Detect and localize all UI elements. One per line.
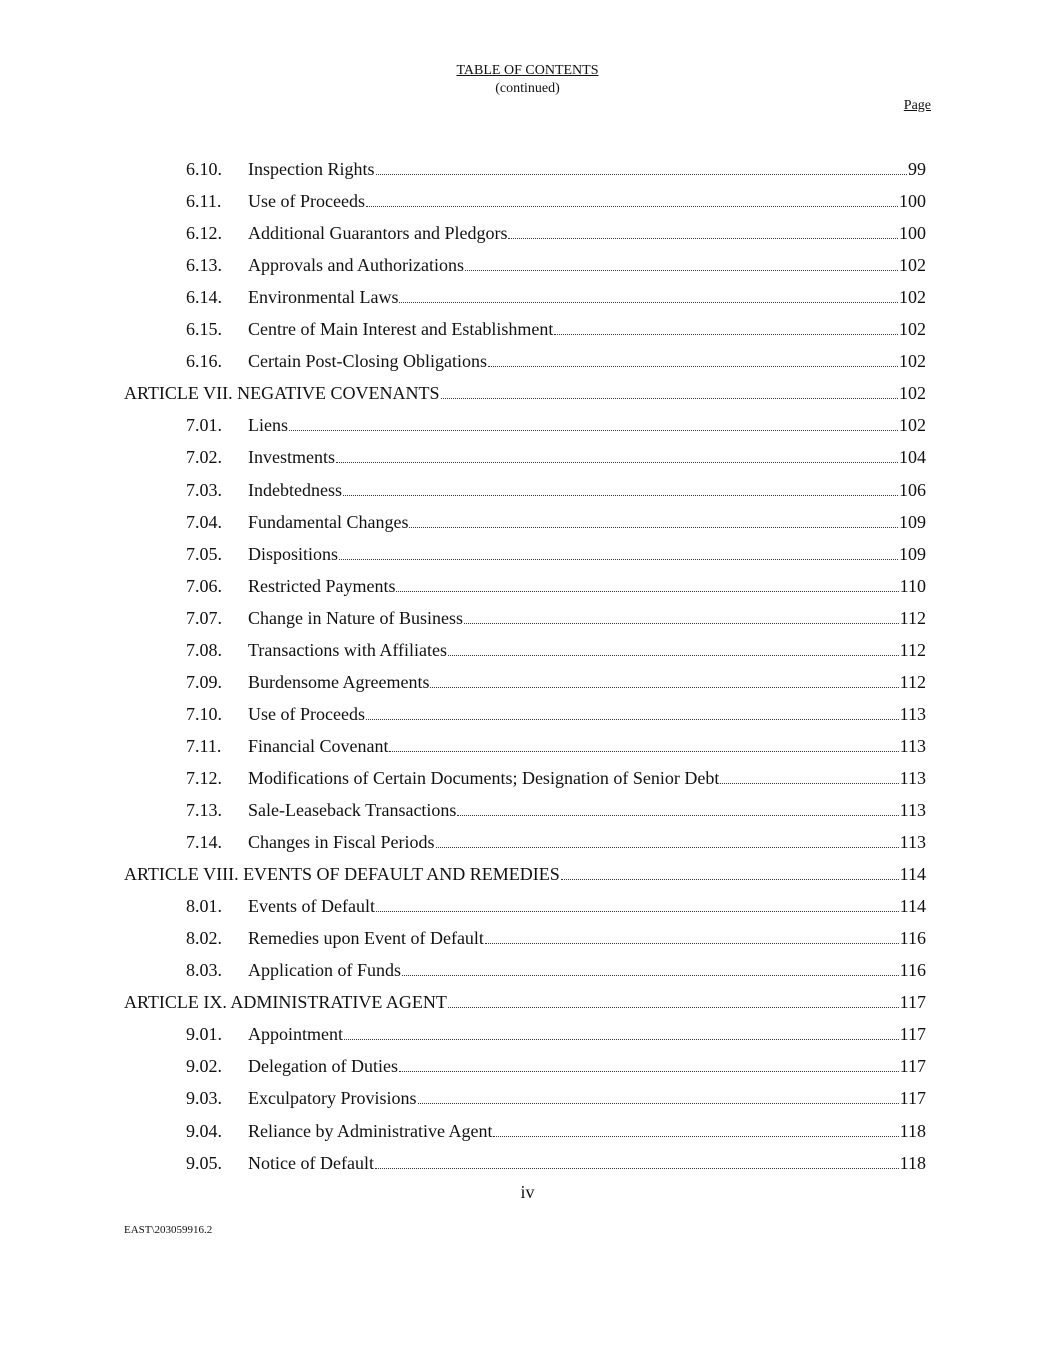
entry-title: Notice of Default — [248, 1152, 374, 1173]
entry-title: ARTICLE VII. NEGATIVE COVENANTS — [124, 383, 440, 404]
entry-page-number: 114 — [899, 896, 926, 917]
entry-title: Changes in Fiscal Periods — [248, 832, 435, 853]
toc-section-entry[interactable] — [124, 312, 926, 340]
dot-leader — [336, 461, 898, 463]
toc-section-entry[interactable] — [124, 280, 926, 308]
entry-page-number: 102 — [899, 255, 926, 276]
dot-leader — [375, 1167, 899, 1169]
entry-title: Delegation of Duties — [248, 1056, 398, 1077]
section-number: 9.03. — [186, 1088, 222, 1109]
page-number: iv — [520, 1182, 535, 1202]
entry-title: Change in Nature of Business — [248, 607, 463, 628]
toc-section-entry[interactable] — [124, 1081, 926, 1109]
entry-title: Environmental Laws — [248, 287, 399, 308]
entry-page-number: 112 — [899, 607, 926, 628]
toc-section-entry[interactable] — [124, 1114, 926, 1142]
section-number: 7.02. — [186, 447, 222, 468]
toc-section-entry[interactable] — [124, 248, 926, 276]
toc-section-entry[interactable] — [124, 793, 926, 821]
entry-page-number: 117 — [899, 992, 926, 1013]
section-number: 7.09. — [186, 671, 222, 692]
entry-page-number: 113 — [899, 832, 926, 853]
entry-title: Inspection Rights — [248, 159, 375, 179]
dot-leader — [366, 718, 899, 720]
toc-section-entry[interactable] — [124, 505, 926, 533]
section-number: 7.05. — [186, 543, 222, 564]
table-of-contents — [0, 150, 1055, 1180]
section-number: 7.01. — [186, 415, 222, 436]
toc-section-entry[interactable] — [124, 665, 926, 693]
section-number: 6.14. — [186, 287, 222, 308]
section-number: 7.03. — [186, 479, 222, 500]
document-id: EAST\203059916.2 — [124, 1224, 213, 1236]
toc-section-entry[interactable] — [124, 344, 926, 372]
toc-section-entry[interactable] — [124, 953, 926, 981]
section-number: 7.04. — [186, 511, 222, 532]
entry-title: Exculpatory Provisions — [248, 1088, 417, 1109]
dot-leader — [339, 558, 898, 560]
dot-leader — [396, 590, 898, 592]
toc-section-entry[interactable] — [124, 152, 926, 180]
toc-section-entry[interactable] — [124, 216, 926, 244]
section-number: 6.10. — [186, 159, 222, 179]
entry-page-number: 102 — [899, 287, 926, 308]
entry-title: Liens — [248, 415, 288, 436]
entry-page-number: 102 — [899, 351, 926, 372]
dot-leader — [441, 397, 898, 399]
entry-page-number: 113 — [899, 800, 926, 820]
entry-title: ARTICLE VIII. EVENTS OF DEFAULT AND REMEDIES — [124, 864, 560, 885]
toc-header — [0, 62, 1055, 98]
entry-title: Indebtedness — [248, 479, 342, 500]
toc-section-entry[interactable] — [124, 1017, 926, 1045]
toc-section-entry[interactable] — [124, 825, 926, 853]
section-number: 7.08. — [186, 639, 222, 660]
section-number: 7.13. — [186, 800, 222, 820]
entry-page-number: 102 — [899, 383, 926, 404]
dot-leader — [485, 942, 899, 944]
entry-page-number: 116 — [899, 928, 926, 949]
toc-section-entry[interactable] — [124, 921, 926, 949]
entry-page-number: 102 — [899, 319, 926, 340]
toc-section-entry[interactable] — [124, 537, 926, 565]
toc-section-entry[interactable] — [124, 729, 926, 757]
entry-page-number: 100 — [899, 191, 926, 212]
dot-leader — [508, 237, 898, 239]
entry-page-number: 112 — [899, 671, 926, 692]
entry-page-number: 110 — [899, 575, 926, 596]
entry-title: Appointment — [248, 1024, 343, 1045]
entry-title: Centre of Main Interest and Establishment — [248, 319, 554, 340]
entry-title: Burdensome Agreements — [248, 671, 430, 692]
section-number: 9.04. — [186, 1120, 222, 1141]
entry-title: Approvals and Authorizations — [248, 255, 464, 276]
dot-leader — [448, 1006, 899, 1008]
section-number: 7.06. — [186, 575, 222, 596]
toc-section-entry[interactable] — [124, 761, 926, 789]
entry-title: Investments — [248, 447, 335, 468]
dot-leader — [376, 910, 899, 912]
entry-title: Sale-Leaseback Transactions — [248, 800, 457, 820]
toc-section-entry[interactable] — [124, 633, 926, 661]
entry-page-number: 117 — [899, 1024, 926, 1045]
entry-page-number: 99 — [908, 159, 926, 179]
dot-leader — [366, 205, 898, 207]
toc-section-entry[interactable] — [124, 697, 926, 725]
toc-article-entry[interactable] — [124, 857, 926, 885]
entry-title: Modifications of Certain Documents; Designation of Senior Debt — [248, 767, 720, 788]
toc-section-entry[interactable] — [124, 184, 926, 212]
entry-page-number: 104 — [899, 447, 926, 468]
entry-page-number: 117 — [899, 1056, 926, 1077]
section-number: 6.15. — [186, 319, 222, 340]
section-number: 8.03. — [186, 960, 222, 981]
entry-page-number: 113 — [899, 703, 926, 724]
toc-section-entry[interactable] — [124, 440, 926, 468]
entry-title: Fundamental Changes — [248, 511, 409, 532]
entry-title: ARTICLE IX. ADMINISTRATIVE AGENT — [124, 992, 447, 1013]
entry-page-number: 100 — [899, 223, 926, 244]
entry-title: Dispositions — [248, 543, 339, 564]
page-title: TABLE OF CONTENTS — [456, 63, 599, 78]
entry-page-number: 118 — [899, 1120, 926, 1141]
entry-title: Use of Proceeds — [248, 191, 365, 212]
page-subtitle: (continued) — [495, 81, 560, 96]
entry-title: Additional Guarantors and Pledgors — [248, 223, 508, 244]
section-number: 9.01. — [186, 1024, 222, 1045]
section-number: 8.02. — [186, 928, 222, 949]
toc-section-entry[interactable] — [124, 1049, 926, 1077]
section-number: 7.11. — [186, 735, 222, 756]
entry-title: Reliance by Administrative Agent — [248, 1120, 493, 1141]
dot-leader — [389, 750, 898, 752]
dot-leader — [465, 269, 898, 271]
dot-leader — [436, 846, 899, 848]
entry-title: Use of Proceeds — [248, 703, 365, 724]
entry-page-number: 116 — [899, 960, 926, 981]
section-number: 7.14. — [186, 832, 222, 853]
section-number: 7.12. — [186, 767, 222, 788]
section-number: 7.10. — [186, 703, 222, 724]
entry-title: Events of Default — [248, 896, 375, 917]
dot-leader — [343, 494, 898, 496]
entry-page-number: 117 — [899, 1088, 926, 1109]
entry-page-number: 113 — [899, 767, 926, 788]
entry-page-number: 112 — [899, 639, 926, 660]
section-number: 7.07. — [186, 607, 222, 628]
section-number: 6.13. — [186, 255, 222, 276]
section-number: 8.01. — [186, 896, 222, 917]
toc-article-entry[interactable] — [124, 376, 926, 404]
entry-page-number: 113 — [899, 735, 926, 756]
toc-section-entry[interactable] — [124, 569, 926, 597]
entry-page-number: 102 — [899, 415, 926, 436]
dot-leader — [399, 301, 898, 303]
toc-article-entry[interactable] — [124, 985, 926, 1013]
dot-leader — [561, 878, 899, 880]
toc-section-entry[interactable] — [124, 408, 926, 436]
dot-leader — [488, 365, 898, 367]
dot-leader — [344, 1038, 899, 1040]
entry-title: Application of Funds — [248, 960, 401, 981]
section-number: 6.11. — [186, 191, 222, 212]
section-number: 9.02. — [186, 1056, 222, 1077]
dot-leader — [493, 1135, 898, 1137]
entry-page-number: 109 — [899, 543, 926, 564]
dot-leader — [402, 974, 899, 976]
entry-page-number: 106 — [899, 479, 926, 500]
dot-leader — [289, 429, 898, 431]
dot-leader — [448, 654, 899, 656]
entry-page-number: 114 — [899, 864, 926, 885]
section-number: 6.16. — [186, 351, 222, 372]
dot-leader — [464, 622, 899, 624]
page-column-label: Page — [903, 98, 931, 113]
dot-leader — [430, 686, 898, 688]
dot-leader — [376, 173, 908, 175]
toc-section-entry[interactable] — [124, 601, 926, 629]
entry-title: Restricted Payments — [248, 575, 396, 596]
toc-section-entry[interactable] — [124, 473, 926, 501]
dot-leader — [409, 526, 898, 528]
dot-leader — [457, 814, 898, 816]
dot-leader — [418, 1102, 899, 1104]
dot-leader — [399, 1070, 899, 1072]
section-number: 6.12. — [186, 223, 222, 244]
entry-title: Transactions with Affiliates — [248, 639, 447, 660]
entry-title: Remedies upon Event of Default — [248, 928, 484, 949]
dot-leader — [720, 782, 898, 784]
section-number: 9.05. — [186, 1152, 222, 1173]
entry-page-number: 109 — [899, 511, 926, 532]
entry-title: Certain Post-Closing Obligations — [248, 351, 488, 372]
toc-section-entry[interactable] — [124, 889, 926, 917]
dot-leader — [554, 333, 898, 335]
entry-title: Financial Covenant — [248, 735, 389, 756]
toc-section-entry[interactable] — [124, 1146, 926, 1174]
entry-page-number: 118 — [899, 1152, 926, 1173]
